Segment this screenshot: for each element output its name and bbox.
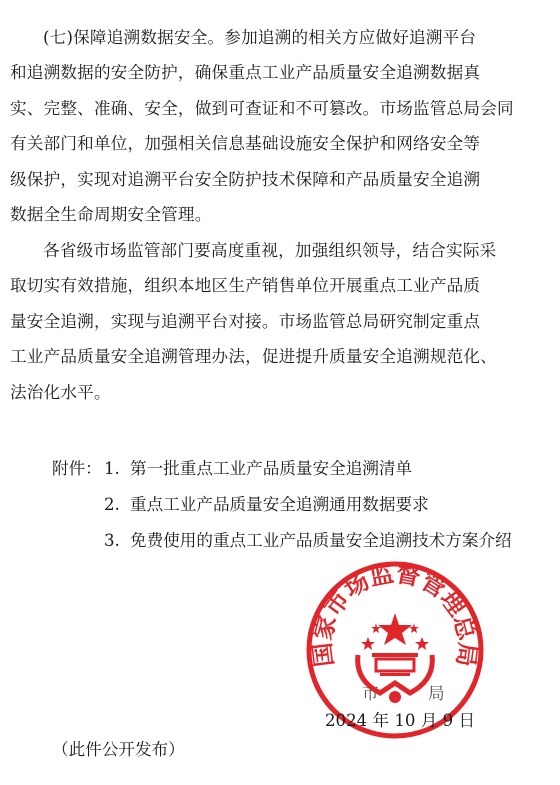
- attachments-label: 附件：: [52, 459, 102, 478]
- paragraph1-line: 级保护，实现对追溯平台安全防护技术保障和产品质量安全追溯: [10, 170, 481, 189]
- paragraph1-line: (七)保障追溯数据安全。参加追溯的相关方应做好追溯平台: [43, 28, 477, 47]
- publication-note: （此件公开发布）: [52, 740, 185, 759]
- paragraph1-line: 实、完整、准确、安全，做到可查证和不可篡改。市场监管总局会同: [10, 99, 514, 118]
- attachment-number: 2.: [104, 495, 120, 514]
- paragraph1-line: 有关部门和单位，加强相关信息基础设施安全保护和网络安全等: [10, 134, 481, 153]
- seal-text: 国家市场监督管理总局: [307, 558, 483, 669]
- attachment-number: 1.: [104, 459, 120, 478]
- paragraph1-line: 和追溯数据的安全防护，确保重点工业产品质量安全追溯数据真: [10, 63, 481, 82]
- paragraph2-line: 量安全追溯，实现与追溯平台对接。市场监管总局研究制定重点: [10, 312, 481, 331]
- paragraph2-line: 取切实有效措施，组织本地区生产销售单位开展重点工业产品质: [10, 276, 481, 295]
- paragraph2-line: 法治化水平。: [10, 383, 111, 402]
- paragraph1-line: 数据全生命周期安全管理。: [10, 205, 212, 224]
- attachment-number: 3.: [104, 531, 120, 550]
- signature-org-fragment: 市: [362, 684, 379, 703]
- attachment-title: 第一批重点工业产品质量安全追溯清单: [130, 459, 413, 478]
- paragraph2-line: 工业产品质量安全追溯管理办法，促进提升质量安全追溯规范化、: [10, 347, 498, 366]
- paragraph2-line: 各省级市场监管部门要高度重视，加强组织领导，结合实际采: [43, 241, 497, 260]
- signature-date: 2024 年 10 月 9 日: [325, 711, 476, 730]
- attachment-title: 重点工业产品质量安全追溯通用数据要求: [130, 495, 429, 514]
- national-emblem-icon: [358, 613, 433, 703]
- signature-org-fragment: 局: [428, 684, 445, 703]
- attachment-title: 免费使用的重点工业产品质量安全追溯技术方案介绍: [130, 531, 512, 550]
